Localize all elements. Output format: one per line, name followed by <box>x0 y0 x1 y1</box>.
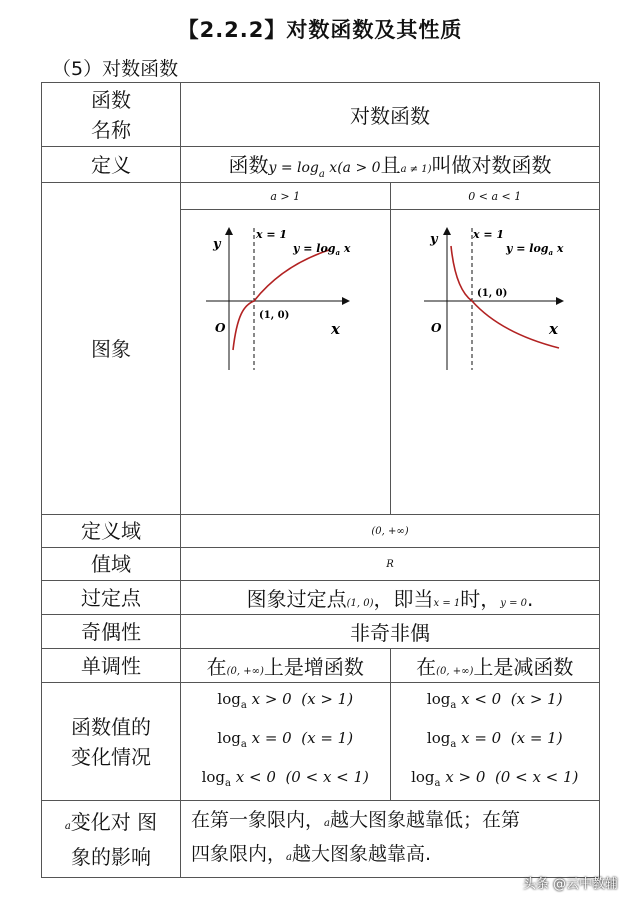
ineq-left-2: $\log_a x = 0$ (x = 1) <box>217 729 354 750</box>
x-label: x <box>548 320 558 338</box>
graph-left-header: a > 1 <box>181 183 390 210</box>
def-prefix: 函数 <box>228 153 269 177</box>
label-effect: a变化对 图 象的影响 <box>42 801 181 878</box>
value-range: R <box>181 548 600 581</box>
x-label: x <box>331 320 340 338</box>
value-value-change <box>181 683 600 801</box>
row-graph <box>42 183 600 515</box>
label-graph: 图象 <box>42 183 181 515</box>
def-suffix: 叫做对数函数 <box>431 153 552 177</box>
row-effect <box>42 801 600 878</box>
def-sub: a <box>318 169 325 180</box>
asymptote-label: x = 1 <box>256 228 288 241</box>
label-value-change: 函数值的 变化情况 <box>42 683 181 801</box>
properties-table <box>41 82 600 878</box>
page-title: 【2.2.2】对数函数及其性质 <box>177 18 463 42</box>
ineq-right-3: $\log_a x > 0$ (0 < x < 1) <box>411 768 579 789</box>
row-value-change <box>42 683 600 801</box>
graph-right-decreasing <box>391 210 600 510</box>
curve-label: $y = \log_a x$ <box>293 242 351 257</box>
value-definition <box>181 147 600 183</box>
def-formula2: x(a > 0 <box>324 160 381 176</box>
monotonic-right: 在(0, +∞)上是减函数 <box>390 649 599 682</box>
row-fixed-point <box>42 581 600 615</box>
row-range <box>42 548 600 581</box>
value-name: 对数函数 <box>181 83 600 147</box>
ineq-right-2: $\log_a x = 0$ (x = 1) <box>426 729 563 750</box>
label-fixed-point: 过定点 <box>42 581 181 615</box>
label-name-line1: 函数 <box>91 87 131 112</box>
section-subtitle: （5）对数函数 <box>52 58 179 80</box>
origin-label: O <box>215 321 226 335</box>
row-parity <box>42 615 600 649</box>
value-domain: (0, +∞) <box>181 515 600 548</box>
curve-label: $y = \log_a x$ <box>505 242 563 257</box>
ineq-right-1: $\log_a x < 0$ (x > 1) <box>426 690 563 711</box>
log-curve-increasing <box>233 250 329 350</box>
def-cond: a ≠ 1) <box>400 164 432 175</box>
value-monotonic <box>181 649 600 683</box>
row-monotonic <box>42 649 600 683</box>
label-name-line2: 名称 <box>91 117 131 142</box>
label-monotonic: 单调性 <box>42 649 181 683</box>
point-label: (1, 0) <box>476 288 507 299</box>
y-label: y <box>429 232 438 247</box>
row-name <box>42 83 600 147</box>
label-range: 值域 <box>42 548 181 581</box>
ineq-left-1: $\log_a x > 0$ (x > 1) <box>217 690 354 711</box>
label-parity: 奇偶性 <box>42 615 181 649</box>
graph-right-cell <box>390 210 599 515</box>
graph-right-header: 0 < a < 1 <box>390 183 599 210</box>
watermark: 头条 @云中教辅 <box>522 877 618 892</box>
value-parity: 非奇非偶 <box>181 615 600 649</box>
row-domain <box>42 515 600 548</box>
graph-left-increasing <box>181 210 390 510</box>
def-formula: y = log <box>268 160 319 176</box>
graph-inner <box>181 183 599 514</box>
value-change-left <box>181 683 390 800</box>
value-change-right <box>390 683 599 800</box>
asymptote-label: x = 1 <box>472 228 504 241</box>
point-label: (1, 0) <box>259 310 290 321</box>
def-mid: 且 <box>380 153 401 177</box>
label-domain: 定义域 <box>42 515 181 548</box>
y-label: y <box>213 237 221 252</box>
graph-left-cell <box>181 210 390 515</box>
label-definition: 定义 <box>42 147 181 183</box>
label-name <box>42 83 181 147</box>
value-graph <box>181 183 600 515</box>
value-fixed-point: 图象过定点(1, 0)，即当x = 1时，y = 0. <box>181 581 600 615</box>
value-effect: 在第一象限内，a越大图象越靠低；在第 四象限内，a越大图象越靠高. <box>181 801 600 878</box>
row-definition <box>42 147 600 183</box>
monotonic-left: 在(0, +∞)上是增函数 <box>206 655 364 679</box>
ineq-left-3: $\log_a x < 0$ (0 < x < 1) <box>201 768 369 789</box>
origin-label: O <box>430 321 441 335</box>
